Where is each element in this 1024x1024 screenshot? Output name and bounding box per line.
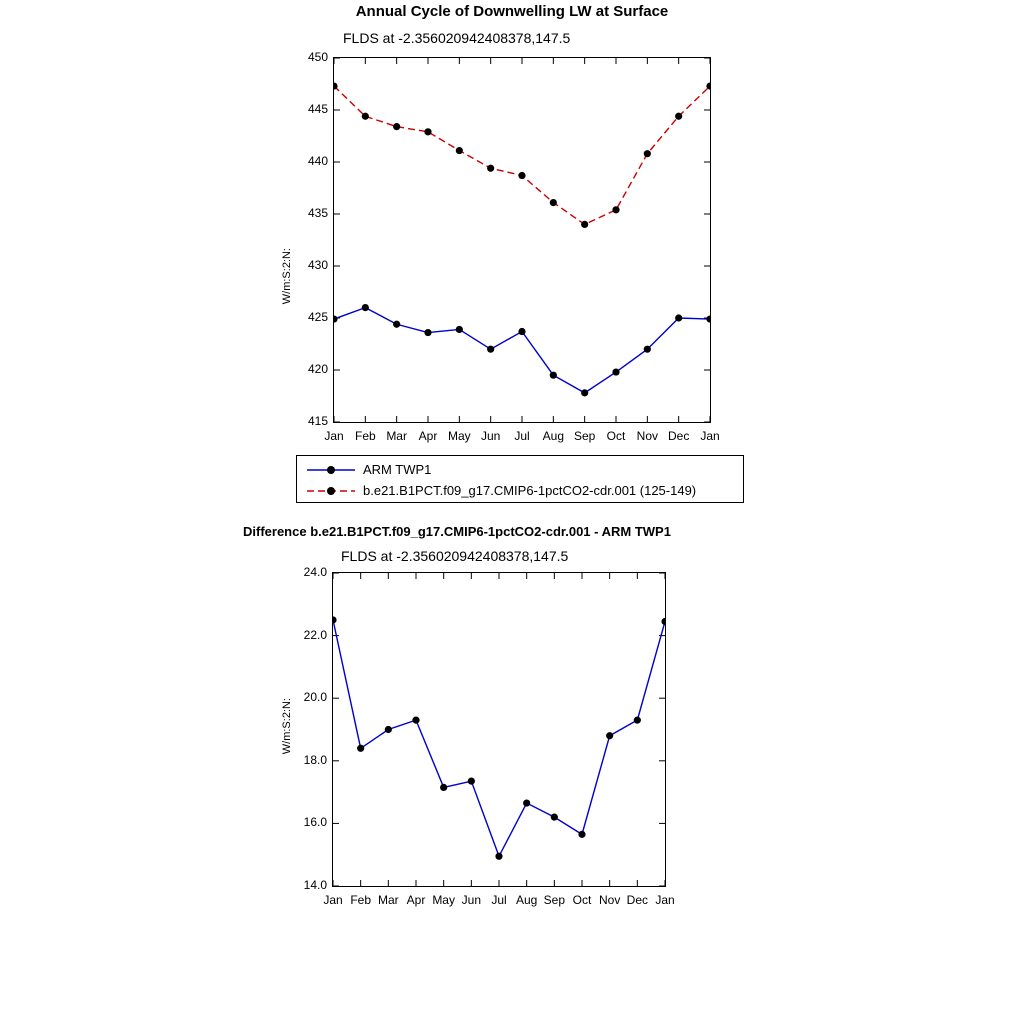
bottom-chart-xtick-label: Feb [350,893,371,907]
bottom-chart-ytick-label: 20.0 [303,690,327,705]
bottom-chart-xtick-label: Aug [515,893,538,907]
bottom-chart-ytick-label: 18.0 [303,752,327,767]
bottom-chart-xtick-label: Jul [491,893,507,907]
legend-item-arm-twp1: ARM TWP1 [363,462,432,477]
top-chart-xtick-label: Mar [386,429,407,443]
top-chart-subtitle: FLDS at -2.356020942408378,147.5 [343,30,571,46]
bottom-chart-xtick-label: Nov [598,893,621,907]
top-chart-ytick-label: 440 [307,154,328,168]
top-chart-xtick-label: Dec [667,429,690,443]
bottom-chart-ylabel: W/m:S:2:N: [281,698,293,755]
top-chart-ytick-label: 420 [307,362,328,376]
top-chart-xtick-label: Aug [542,429,564,443]
top-chart-ytick-label: 430 [307,258,328,272]
bottom-chart-xtick-label: Sep [543,893,565,907]
top-chart-ytick-label: 450 [307,50,328,64]
bottom-chart-xtick-label: Dec [626,893,648,907]
bottom-chart-ytick-label: 22.0 [303,627,327,642]
bottom-chart-xtick-label: Mar [377,893,399,907]
page-title: Annual Cycle of Downwelling LW at Surface [355,3,669,20]
top-chart-xtick-label: Sep [573,429,596,443]
bottom-chart-xtick-label: Jan [655,893,675,907]
top-chart-xtick-label: Jan [324,429,344,443]
bottom-chart-subtitle: FLDS at -2.356020942408378,147.5 [341,548,569,564]
bottom-chart-canvas [333,573,665,886]
bottom-chart-xtick-label: Oct [572,893,592,907]
bottom-chart-ytick-label: 14.0 [303,878,327,892]
bottom-chart-xtick-label: Jan [323,893,343,907]
top-chart-xtick-label: Feb [354,429,376,443]
top-chart-ylabel: W/m:S:2:N: [281,248,293,305]
top-chart-xtick-label: Apr [418,429,438,443]
bottom-chart-ytick-label: 16.0 [303,815,327,830]
bottom-chart-plot-area [332,572,666,887]
top-chart-xtick-label: Oct [606,429,626,443]
top-chart-xtick-label: May [447,429,471,443]
bottom-chart-title: Difference b.e21.B1PCT.f09_g17.CMIP6-1pctCO2-cdr.001 - ARM TWP1 [243,524,671,539]
bottom-chart-xtick-label: May [432,893,455,907]
legend-item-model: b.e21.B1PCT.f09_g17.CMIP6-1pctCO2-cdr.001 (125-149) [363,483,697,498]
top-chart-ytick-label: 425 [307,310,328,324]
top-chart-legend [296,455,744,503]
bottom-chart-xtick-label: Apr [406,893,426,907]
top-chart-ytick-label: 435 [307,206,328,220]
top-chart-canvas [334,58,710,422]
bottom-chart-xtick-label: Jun [461,893,481,907]
top-chart-xtick-label: Nov [636,429,658,443]
top-chart-xtick-label: Jan [700,429,720,443]
top-chart-ytick-label: 445 [307,102,328,116]
top-chart-xtick-label: Jul [514,429,530,443]
top-chart-xtick-label: Jun [480,429,501,443]
top-chart-plot-area [333,57,711,423]
top-chart-ytick-label: 415 [307,414,328,428]
bottom-chart-ytick-label: 24.0 [303,565,327,579]
